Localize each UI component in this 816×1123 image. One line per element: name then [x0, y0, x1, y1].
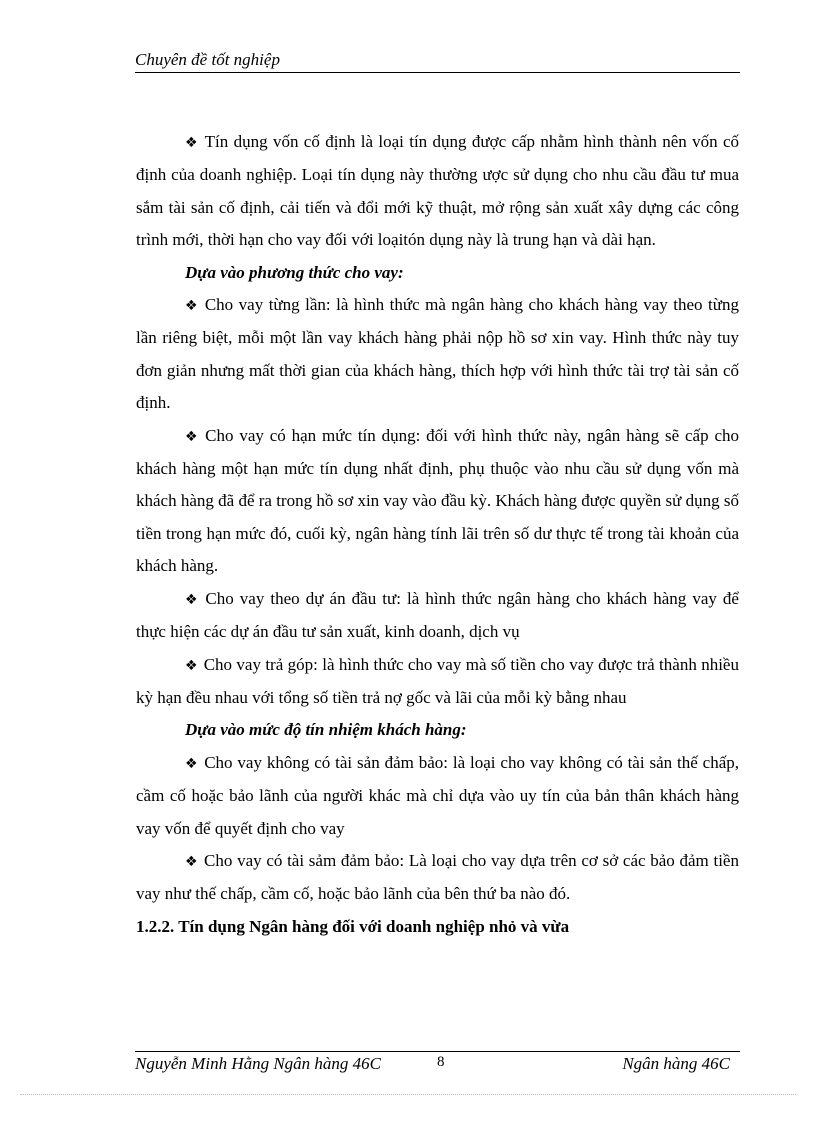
bullet-icon: ❖	[185, 591, 200, 608]
subheading-credit-trust: Dựa vào mức độ tín nhiệm khách hàng:	[185, 720, 467, 740]
page-number: 8	[437, 1054, 445, 1070]
footer-department: Ngân hàng 46C	[622, 1054, 730, 1073]
bullet-icon: ❖	[185, 657, 198, 674]
bullet-icon: ❖	[185, 135, 199, 151]
header-title: Chuyên đề tốt nghiệp	[135, 50, 280, 69]
paragraph-installment-loan: ❖ Cho vay trả góp: là hình thức cho vay mà số tiền cho vay được trả thành nhiều kỳ hạn đều nhau với tổng số tiền trả nợ gốc và lãi của mỗi kỳ bằng nhau	[136, 654, 739, 707]
bullet-icon: ❖	[185, 853, 199, 870]
footer-divider	[135, 1051, 740, 1052]
section-heading: 1.2.2. Tín dụng Ngân hàng đối với doanh nghiệp nhỏ và vừa	[136, 916, 570, 936]
paragraph-unsecured-loan: ❖ Cho vay không có tài sản đảm bảo: là loại cho vay không có tài sản thế chấp, cầm cố hoặc bảo lãnh của người khác mà chỉ dựa vào uy tín của bản thân khách hàng vay vốn để quyết định cho vay	[136, 752, 739, 838]
document-body	[136, 126, 739, 943]
page-boundary	[20, 1094, 796, 1095]
footer-author: Nguyễn Minh Hằng Ngân hàng 46C	[135, 1054, 382, 1073]
bullet-icon: ❖	[185, 428, 200, 445]
bullet-icon: ❖	[185, 298, 199, 315]
paragraph-project-loan: ❖ Cho vay theo dự án đầu tư: là hình thức ngân hàng cho khách hàng vay để thực hiện các dự án đầu tư sản xuất, kinh doanh, dịch vụ	[136, 588, 739, 642]
paragraph-credit-limit: ❖ Cho vay có hạn mức tín dụng: đối với hình thức này, ngân hàng sẽ cấp cho khách hàng một hạn mức tín dụng nhất định, phụ thuộc vào nhu cầu sử dụng vốn mà khách hàng đã để ra trong hồ sơ xin vay vào đầu kỳ. Khách hàng được quyền sử dụng số tiền trong hạn mức đó, cuối kỳ, ngân hàng tính lãi trên số dư thực tế trong tài khoản của khách hàng.	[136, 425, 739, 576]
subheading-lending-method: Dựa vào phương thức cho vay:	[185, 262, 404, 282]
bullet-icon: ❖	[185, 755, 199, 772]
page-header	[135, 50, 740, 73]
paragraph-single-loan: ❖ Cho vay từng lần: là hình thức mà ngân hàng cho khách hàng vay theo từng lần riêng biệt, mỗi một lần vay khách hàng phải nộp hồ sơ xin vay. Hình thức này tuy đơn giản nhưng mất thời gian của khách hàng, thích hợp với hình thức tài trợ tài sản cố định.	[136, 295, 739, 413]
paragraph-secured-loan: ❖ Cho vay có tài sảm đảm bảo: Là loại cho vay dựa trên cơ sở các bảo đảm tiền vay như thế chấp, cầm cố, hoặc bảo lãnh của bên thứ ba nào đó.	[136, 850, 739, 904]
paragraph-fixed-capital-credit: ❖ Tín dụng vốn cố định là loại tín dụng được cấp nhằm hình thành nên vốn cố định của doanh nghiệp. Loại tín dụng này thường ược sử dụng cho nhu cầu đầu tư mua sắm tài sản cố định, cải tiến và đổi mới kỹ thuật, mở rộng sản xuất xây dựng các công trình mới, thời hạn cho vay đối với loạitón dụng này là trung hạn và dài hạn.	[136, 132, 739, 250]
